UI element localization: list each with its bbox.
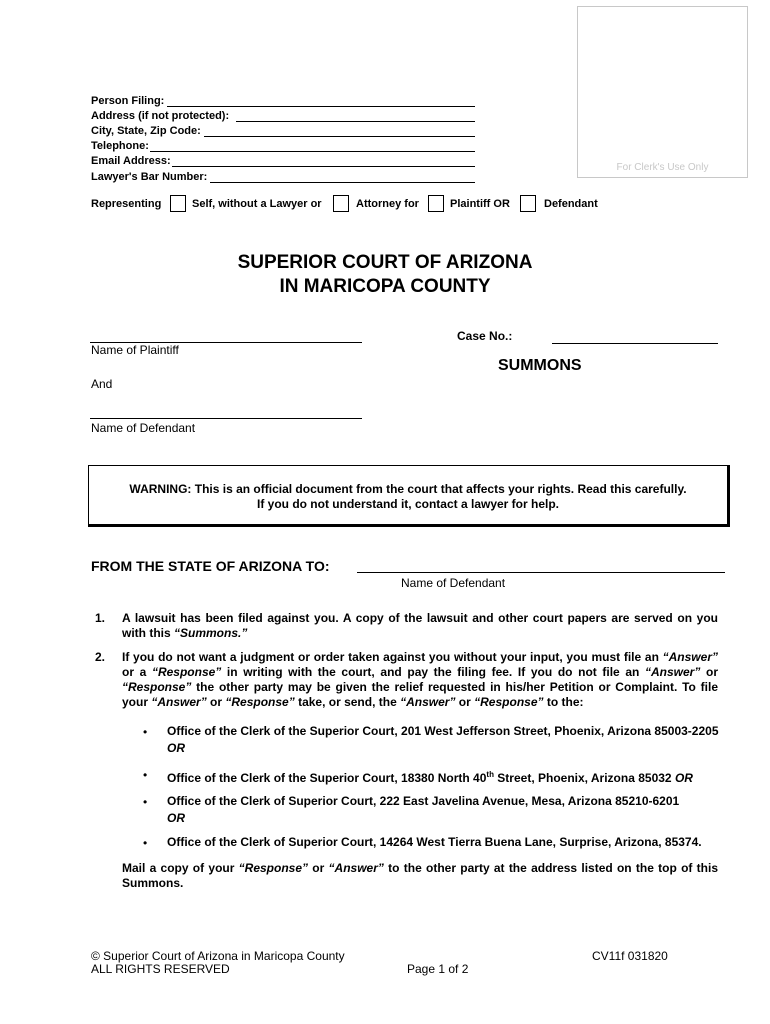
telephone-label: Telephone: <box>91 140 149 152</box>
plaintiff-checkbox[interactable] <box>428 195 444 212</box>
office-4-address: Office of the Clerk of Superior Court, 14264 West Tierra Buena Lane, Surprise, Arizona, 85374. <box>167 835 702 849</box>
mail-instructions: Mail a copy of your “Response” or “Answer” to the other party at the address listed on the top of this Summons. <box>122 861 718 890</box>
office-3-bullet: • <box>143 795 148 809</box>
office-3-address: Office of the Clerk of Superior Court, 222 East Javelina Avenue, Mesa, Arizona 85210-6201 OR <box>167 794 680 825</box>
warning-line-1: WARNING: This is an official document from the court that affects your rights. Read this carefully. <box>129 482 687 496</box>
office-2-bullet: • <box>143 768 148 782</box>
warning-line-2: If you do not understand it, contact a lawyer for help. <box>256 497 560 511</box>
self-checkbox[interactable] <box>170 195 186 212</box>
and-label: And <box>91 377 113 391</box>
item-1-number: 1. <box>95 611 106 625</box>
footer-page-number: Page 1 of 2 <box>407 962 469 976</box>
office-2-address: Office of the Clerk of the Superior Court, 18380 North 40th Street, Phoenix, Arizona 85032 OR <box>167 770 693 785</box>
office-4-bullet: • <box>143 836 148 850</box>
person-filing-field[interactable] <box>167 106 475 107</box>
email-label: Email Address: <box>91 155 171 167</box>
email-field[interactable] <box>172 166 475 167</box>
bar-number-row <box>91 171 207 183</box>
footer-rights: ALL RIGHTS RESERVED <box>91 962 230 976</box>
plaintiff-name-label: Name of Plaintiff <box>91 343 179 357</box>
attorney-checkbox[interactable] <box>333 195 349 212</box>
defendant-name-field[interactable] <box>90 418 362 419</box>
addressee-sublabel: Name of Defendant <box>401 576 506 590</box>
footer-form-code: CV11f 031820 <box>592 949 668 963</box>
address-row <box>91 110 229 122</box>
defendant-checkbox[interactable] <box>520 195 536 212</box>
office-1-address: Office of the Clerk of the Superior Court, 201 West Jefferson Street, Phoenix, Arizona 85003-2205 OR <box>167 724 719 755</box>
court-name: SUPERIOR COURT OF ARIZONA <box>237 252 533 273</box>
clerk-use-label: For Clerk's Use Only <box>616 162 709 173</box>
defendant-name-label: Name of Defendant <box>91 421 196 435</box>
item-2-number: 2. <box>95 650 106 664</box>
item-2-text: If you do not want a judgment or order taken against you without your input, you must file an “Answer” or a “Response” in writing with the court, and pay the filing fee. If you do not file an “Answer” or “Response” the other party may be given the relief requested in his/her Petition or Complaint. To file your “Answer” or “Response” take, or send, the “Answer” or “Response” to the: <box>122 650 718 709</box>
telephone-field[interactable] <box>150 151 475 152</box>
clerk-use-box <box>577 6 748 178</box>
representing-label: Representing <box>91 198 162 210</box>
addressee-heading: FROM THE STATE OF ARIZONA TO: <box>91 558 330 574</box>
bar-number-label: Lawyer's Bar Number: <box>91 171 208 183</box>
self-option-label: Self, without a Lawyer or <box>192 198 322 210</box>
person-filing-label: Person Filing: <box>91 95 165 107</box>
case-number-field[interactable] <box>552 343 718 344</box>
city-state-zip-label: City, State, Zip Code: <box>91 125 201 137</box>
office-1-bullet: • <box>143 725 148 739</box>
city-state-zip-field[interactable] <box>204 136 475 137</box>
address-label: Address (if not protected): <box>91 110 230 122</box>
defendant-option-label: Defendant <box>544 198 598 210</box>
email-row <box>91 155 171 167</box>
attorney-option-label: Attorney for <box>356 198 419 210</box>
document-title: SUMMONS <box>498 357 582 374</box>
warning-box <box>88 465 730 527</box>
city-state-zip-row <box>91 125 201 137</box>
item-1-text: A lawsuit has been filed against you. A copy of the lawsuit and other court papers are served on you with this “Summons.” <box>122 611 718 640</box>
person-filing-row <box>91 95 164 107</box>
case-number-label: Case No.: <box>457 329 513 343</box>
bar-number-field[interactable] <box>210 182 475 183</box>
court-county: IN MARICOPA COUNTY <box>279 276 491 297</box>
footer-copyright: © Superior Court of Arizona in Maricopa County <box>91 949 345 963</box>
address-field[interactable] <box>236 121 475 122</box>
telephone-row <box>91 140 149 152</box>
plaintiff-option-label: Plaintiff OR <box>450 198 510 210</box>
defendant-addressee-field[interactable] <box>357 572 725 573</box>
